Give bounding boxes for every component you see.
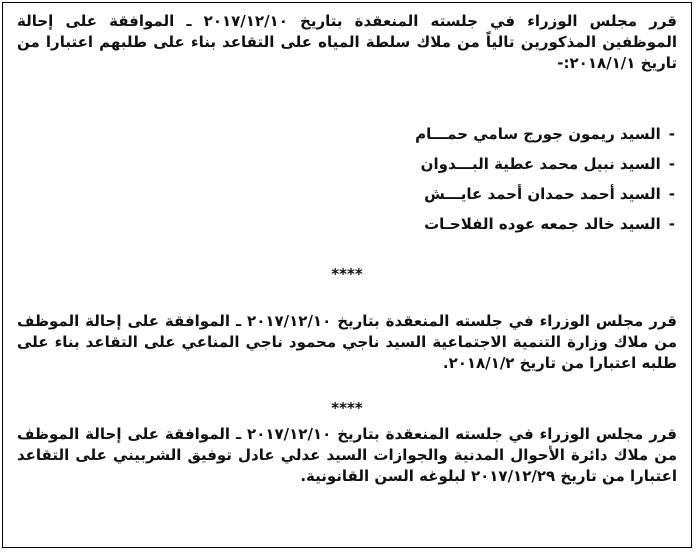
retiree-name-list bbox=[415, 119, 675, 239]
name-item bbox=[415, 209, 675, 239]
separator-stars: **** bbox=[331, 399, 363, 417]
name-item bbox=[415, 119, 675, 149]
paragraph-decision-civil-status: قرر مجلس الوزراء في جلسته المنعقدة بتاريخ ٢٠١٧/١٢/١٠ ـ الموافقة على إحالة الموظف من ملاك دائرة الأحوال المدنية والجوازات السيد عدلي عادل توفيق الشربيني على التقاعد اعتبارا من تاريخ ٢٠١٧/١٢/٢٩ لبلوغه السن القانونية. bbox=[17, 425, 677, 485]
list-dash: - bbox=[668, 125, 675, 143]
list-dash: - bbox=[668, 185, 675, 203]
name-item bbox=[415, 179, 675, 209]
name-text: السيد نبيل محمد عطية البـــدوان bbox=[420, 155, 661, 173]
name-text: السيد ريمون جورج سامي حمـــام bbox=[415, 125, 661, 143]
separator-stars: **** bbox=[331, 265, 363, 283]
paragraph-decision-water-authority: قرر مجلس الوزراء في جلسته المنعقدة بتاريخ ٢٠١٧/١٢/١٠ ـ الموافقة على إحالة الموظفين المذكورين تالياً من ملاك سلطة المياه على التقاعد بناء على طلبهم اعتبارا من تاريخ ٢٠١٨/١/١:- bbox=[17, 12, 677, 72]
list-dash: - bbox=[668, 215, 675, 233]
list-dash: - bbox=[668, 155, 675, 173]
name-text: السيد خالد جمعه عوده الفلاحـات bbox=[424, 215, 661, 233]
name-text: السيد أحمد حمدان أحمد عايـــش bbox=[424, 185, 661, 203]
document-frame bbox=[2, 2, 692, 548]
paragraph-decision-social-development: قرر مجلس الوزراء في جلسته المنعقدة بتاريخ ٢٠١٧/١٢/١٠ ـ الموافقة على إحالة الموظف من ملاك وزارة التنمية الاجتماعية السيد ناجي محمود ناجي المناعي على التقاعد بناء على طلبه اعتبارا من تاريخ ٢٠١٨/١/٢. bbox=[17, 312, 677, 372]
name-item bbox=[415, 149, 675, 179]
